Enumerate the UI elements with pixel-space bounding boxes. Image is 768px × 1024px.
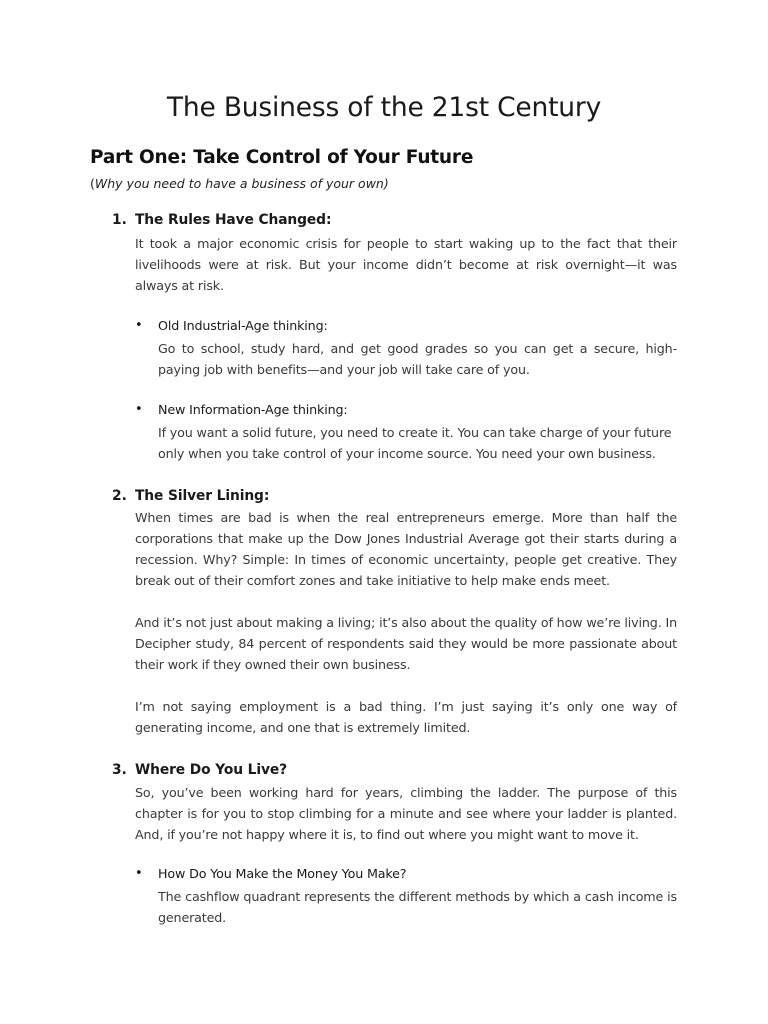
- part-subtitle-paren: (: [90, 176, 95, 191]
- bullet-heading: How Do You Make the Money You Make?: [158, 866, 407, 881]
- section-heading: The Rules Have Changed:: [135, 212, 332, 228]
- document-title: The Business of the 21st Century: [166, 92, 602, 123]
- part-subtitle-text: Why you need to have a business of your own): [94, 176, 389, 191]
- bullet-glyph: •: [135, 318, 143, 333]
- bullet-heading: New Information-Age thinking:: [158, 402, 348, 417]
- section-paragraph: And it’s not just about making a living; it’s also about the quality of how we’re living. In Decipher study, 84 percent of respondents said they would be more passionate about their work if they owned their own business.: [135, 615, 677, 672]
- section-heading: The Silver Lining:: [135, 488, 270, 504]
- bullet-paragraph: The cashflow quadrant represents the different methods by which a cash income is generated.: [158, 889, 677, 925]
- bullet-paragraph: If you want a solid future, you need to create it. You can take charge of your future only when you take control of your income source. You need your own business.: [158, 425, 672, 461]
- bullet-glyph: •: [135, 402, 143, 417]
- section-number: 1.: [112, 212, 127, 228]
- bullet-glyph: •: [135, 866, 143, 881]
- section-paragraph: So, you’ve been working hard for years, climbing the ladder. The purpose of this chapter is for you to stop climbing for a minute and see where your ladder is planted. And, if you’re not happy where it is, to find out where you might want to move it.: [135, 785, 677, 842]
- section-number: 3.: [112, 762, 127, 778]
- section-paragraph: When times are bad is when the real entrepreneurs emerge. More than half the corporations that make up the Dow Jones Industrial Average got their starts during a recession. Why? Simple: In times of economic uncertainty, people get creative. They break out of their comfort zones and take initiative to help make ends meet.: [135, 510, 677, 588]
- section-heading: Where Do You Live?: [135, 762, 288, 778]
- bullet-paragraph: Go to school, study hard, and get good grades so you can get a secure, high-paying job with benefits—and your job will take care of you.: [158, 341, 677, 377]
- bullet-heading: Old Industrial-Age thinking:: [158, 318, 328, 333]
- part-subtitle: [90, 176, 389, 191]
- section-number: 2.: [112, 488, 127, 504]
- section-paragraph: It took a major economic crisis for people to start waking up to the fact that their livelihoods were at risk. But your income didn’t become at risk overnight—it was always at risk.: [135, 236, 677, 293]
- section-paragraph: I’m not saying employment is a bad thing. I’m just saying it’s only one way of generating income, and one that is extremely limited.: [135, 699, 677, 735]
- part-heading: Part One: Take Control of Your Future: [90, 147, 474, 168]
